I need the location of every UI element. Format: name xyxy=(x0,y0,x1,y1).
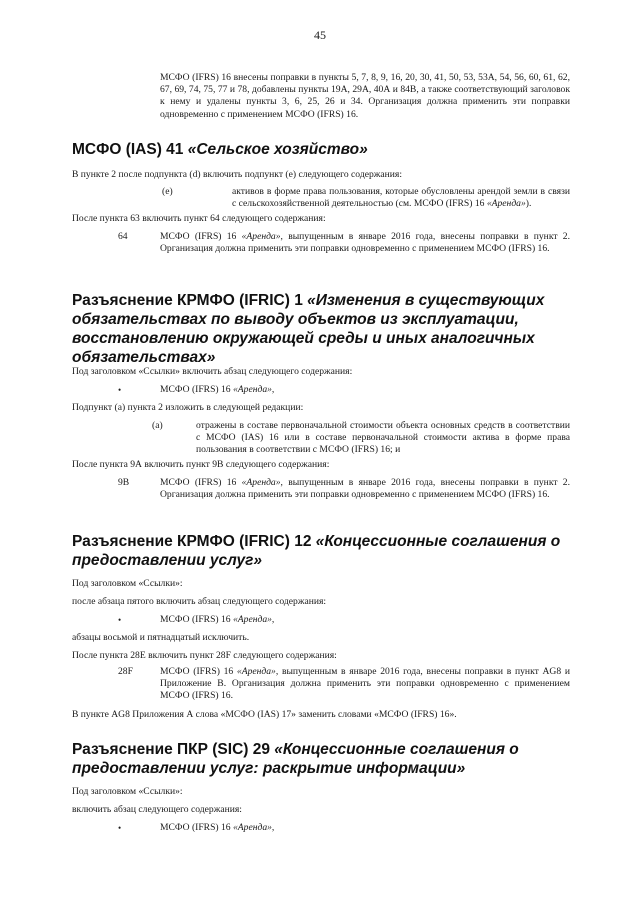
ias41-para-label: 64 xyxy=(118,231,128,242)
ias41-item-label: (e) xyxy=(162,186,173,197)
ifric12-line1: Под заголовком «Ссылки»: xyxy=(72,578,183,589)
heading-ifric12 xyxy=(72,532,572,570)
heading-sic29-title: «Концессионные соглашения о предоставлении услуг: раскрытие информации» xyxy=(72,741,519,777)
heading-ifric1 xyxy=(72,291,572,367)
ifric1-bullet-text: МСФО (IFRS) 16 «Аренда», xyxy=(160,384,275,395)
heading-sic29-prefix: Разъяснение ПКР (SIC) 29 xyxy=(72,741,275,758)
page-number: 45 xyxy=(314,28,326,42)
ifric1-para-text: МСФО (IFRS) 16 «Аренда», выпущенным в январе 2016 года, внесены поправки в пункт 2. Организация должна применить эти поправки одновременно с применением МСФО (IFRS) 16. xyxy=(160,477,571,501)
heading-ifric1-prefix: Разъяснение КРМФО (IFRIC) 1 xyxy=(72,292,308,309)
ifric12-para-text: МСФО (IFRS) 16 «Аренда», выпущенным в январе 2016 года, внесены поправки в пункт AG8 и Приложение В. Организация должна применить эти поправки одновременно с применением МСФО (IFRS) 16. xyxy=(160,666,570,702)
ifric1-para-label: 9В xyxy=(118,477,130,488)
heading-sic29 xyxy=(72,740,572,778)
heading-ifric12-prefix: Разъяснение КРМФО (IFRIC) 12 xyxy=(72,533,316,550)
sic29-line2: включить абзац следующего содержания: xyxy=(72,804,242,815)
ifric1-item-label: (a) xyxy=(152,420,163,431)
sic29-bullet-dot: • xyxy=(118,823,122,833)
ifric12-line5: В пункте AG8 Приложения А слова «МСФО (IAS) 17» заменить словами «МСФО (IFRS) 16». xyxy=(72,709,457,720)
heading-ias41-title: «Сельское хозяйство» xyxy=(187,141,368,158)
ifric12-line2: после абзаца пятого включить абзац следующего содержания: xyxy=(72,596,327,607)
ias41-line2: После пункта 63 включить пункт 64 следующего содержания: xyxy=(72,213,326,224)
ifric1-line3: После пункта 9А включить пункт 9В следующего содержания: xyxy=(72,459,330,470)
ias41-item-text: активов в форме права пользования, которые обусловлены арендой земли в связи с сельскохозяйственной деятельностью (см. МСФО (IFRS) 16 «Аренда»). xyxy=(232,186,570,210)
ifric1-line2: Подпункт (а) пункта 2 изложить в следующей редакции: xyxy=(72,402,304,413)
heading-ifric1-title: «Изменения в существующих обязательствах по выводу объектов из эксплуатации, восстановлению окружающей среды и иных аналогичных обязательствах» xyxy=(72,292,545,366)
ias41-line1: В пункте 2 после подпункта (d) включить подпункт (e) следующего содержания: xyxy=(72,169,402,180)
ifric1-item-text: отражены в составе первоначальной стоимости объекта основных средств в соответствии с МСФО (IAS) 16 или в составе первоначальной стоимости актива в форме права пользования в соответствии с МСФО (IFRS) 16; и xyxy=(196,420,570,456)
heading-ias41-prefix: МСФО (IAS) 41 xyxy=(72,141,188,158)
ifric12-line3: абзацы восьмой и пятнадцатый исключить. xyxy=(72,632,250,643)
sic29-bullet-text: МСФО (IFRS) 16 «Аренда», xyxy=(160,822,275,833)
ifric12-line4: После пункта 28Е включить пункт 28F следующего содержания: xyxy=(72,650,337,661)
ifric1-line1: Под заголовком «Ссылки» включить абзац следующего содержания: xyxy=(72,366,353,377)
sic29-line1: Под заголовком «Ссылки»: xyxy=(72,786,183,797)
intro-paragraph: МСФО (IFRS) 16 внесены поправки в пункты 5, 7, 8, 9, 16, 20, 30, 41, 50, 53, 53А, 54, 56, 60, 61, 62, 67, 69, 74, 75, 77 и 78, добавлены пункты 19А, 29А, 40А и 84В, а также соответствующий заголовок к нему и удалены пункты 3, 6, 25, 26 и 34. Организация должна применить эти поправки одновременно с применением МСФО (IFRS) 16. xyxy=(160,72,570,120)
ifric12-para-label: 28F xyxy=(118,666,133,677)
ias41-para-text: МСФО (IFRS) 16 «Аренда», выпущенным в январе 2016 года, внесены поправки в пункт 2. Организация должна применить эти поправки одновременно с применением МСФО (IFRS) 16. xyxy=(160,231,571,255)
ifric1-bullet-dot: • xyxy=(118,385,122,395)
ifric12-bullet-dot: • xyxy=(118,615,122,625)
ifric12-bullet-text: МСФО (IFRS) 16 «Аренда», xyxy=(160,614,275,625)
heading-ifric12-title: «Концессионные соглашения о предоставлении услуг» xyxy=(72,533,561,569)
heading-ias41 xyxy=(72,140,572,159)
